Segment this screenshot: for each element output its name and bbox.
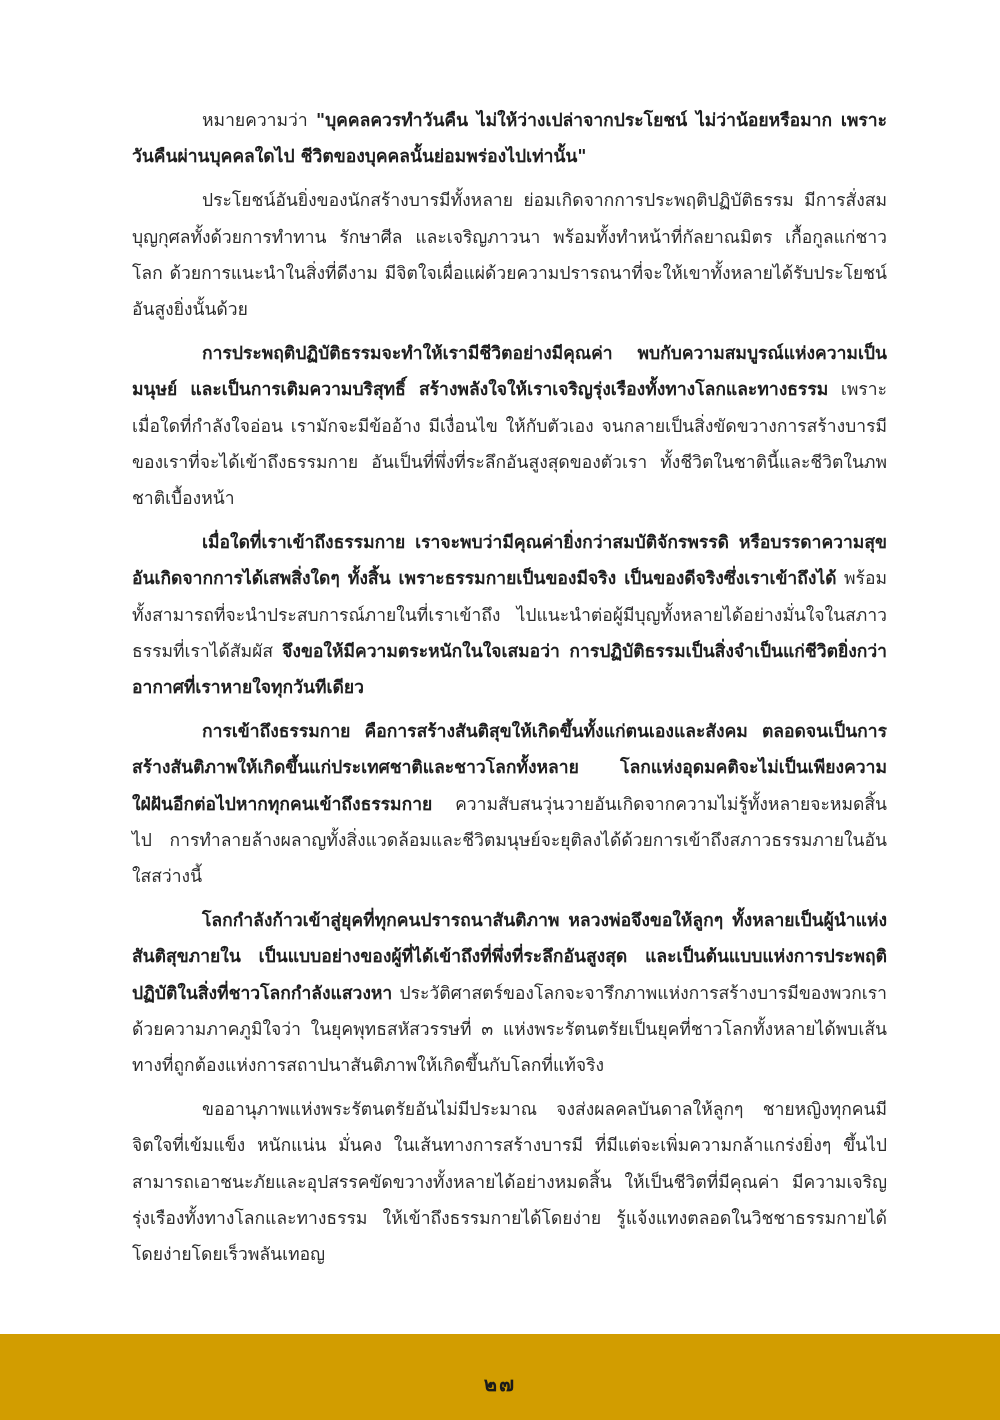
- paragraph-5-lead: การเข้าถึงธรรมกาย คือการสร้างสันติสุขให้เกิดขึ้นทั้งแก่ตนเองและสังคม ตลอดจนเป็นการสร้างสันติภาพให้เกิดขึ้นแก่ประเทศชาติและชาวโลกทั้งหลาย โลกแห่งอุดมคติจะไม่เป็นเพียงความใฝ่ฝันอีกต่อไปหากทุกคนเข้าถึงธรรมกาย: [132, 722, 887, 815]
- paragraph-2: [132, 183, 887, 328]
- paragraph-3-lead: การประพฤติปฏิบัติธรรมจะทำให้เรามีชีวิตอย่างมีคุณค่า พบกับความสมบูรณ์แห่งความเป็นมนุษย์ และเป็นการเติมความบริสุทธิ์ สร้างพลังใจให้เราเจริญรุ่งเรืองทั้งทางโลกและทางธรรม: [132, 344, 887, 401]
- footer-band: [0, 1334, 1000, 1420]
- paragraph-5: [132, 714, 887, 895]
- paragraph-1: [132, 103, 887, 175]
- page-body: [132, 103, 887, 1281]
- paragraph-1-quote: "บุคคลควรทำวันคืน ไม่ให้ว่างเปล่าจากประโยชน์ ไม่ว่าน้อยหรือมาก เพราะวันคืนผ่านบุคคลใดไป ชีวิตของบุคคลนั้นย่อมพร่องไปเท่านั้น": [132, 111, 887, 168]
- paragraph-5-text: ความสับสนวุ่นวายอันเกิดจากความไม่รู้ทั้งหลายจะหมดสิ้นไป การทำลายล้างผลาญทั้งสิ่งแวดล้อมและชีวิตมนุษย์จะยุติลงได้ด้วยการเข้าถึงสภาวธรรมภายในอันใสสว่างนี้: [132, 794, 887, 888]
- paragraph-1-intro: หมายความว่า: [202, 111, 316, 131]
- paragraph-4-lead: เมื่อใดที่เราเข้าถึงธรรมกาย เราจะพบว่ามีคุณค่ายิ่งกว่าสมบัติจักรพรรดิ หรือบรรดาความสุขอันเกิดจากการได้เสพสิ่งใดๆ ทั้งสิ้น เพราะธรรมกายเป็นของมีจริง เป็นของดีจริงซึ่งเราเข้าถึงได้: [132, 533, 887, 590]
- paragraph-6-lead: โลกกำลังก้าวเข้าสู่ยุคที่ทุกคนปรารถนาสันติภาพ หลวงพ่อจึงขอให้ลูกๆ ทั้งหลายเป็นผู้นำแห่งสันติสุขภายใน เป็นแบบอย่างของผู้ที่ได้เข้าถึงที่พึ่งที่ระลึกอันสูงสุด และเป็นต้นแบบแห่งการประพฤติปฏิบัติในสิ่งที่ชาวโลกกำลังแสวงหา: [132, 911, 887, 1004]
- paragraph-7-text: ขออานุภาพแห่งพระรัตนตรัยอันไม่มีประมาณ จงส่งผลคลบันดาลให้ลูกๆ ชายหญิงทุกคนมีจิตใจที่เข้มแข็ง หนักแน่น มั่นคง ในเส้นทางการสร้างบารมี ที่มีแต่จะเพิ่มความกล้าแกร่งยิ่งๆ ขึ้นไป สามารถเอาชนะภัยและอุปสรรคขัดขวางทั้งหลายได้อย่างหมดสิ้น ให้เป็นชีวิตที่มีคุณค่า มีความเจริญรุ่งเรืองทั้งทางโลกและทางธรรม ให้เข้าถึงธรรมกายได้โดยง่าย รู้แจ้งแทงตลอดในวิชชาธรรมกายได้โดยง่ายโดยเร็วพลันเทอญ: [132, 1100, 887, 1266]
- paragraph-6: [132, 903, 887, 1084]
- paragraph-7: [132, 1092, 887, 1273]
- page-number: ๒๗: [483, 1372, 517, 1396]
- paragraph-4: [132, 525, 887, 706]
- paragraph-4-text: พร้อมทั้งสามารถที่จะนำประสบการณ์ภายในที่เราเข้าถึง ไปแนะนำต่อผู้มีบุญทั้งหลายได้อย่างมั่นใจในสภาวธรรมที่เราได้สัมผัส: [132, 569, 888, 662]
- paragraph-6-text: ประวัติศาสตร์ของโลกจะจารึกภาพแห่งการสร้างบารมีของพวกเราด้วยความภาคภูมิใจว่า ในยุคพุทธสหัสวรรษที่ ๓ แห่งพระรัตนตรัยเป็นยุคที่ชาวโลกทั้งหลายได้พบเส้นทางที่ถูกต้องแห่งการสถาปนาสันติภาพให้เกิดขึ้นกับโลกที่แท้จริง: [132, 983, 887, 1077]
- paragraph-4-closing: จึงขอให้มีความตระหนักในใจเสมอว่า การปฏิบัติธรรมเป็นสิ่งจำเป็นแก่ชีวิตยิ่งกว่าอากาศที่เราหายใจทุกวันทีเดียว: [132, 641, 888, 699]
- paragraph-3-text: เพราะเมื่อใดที่กำลังใจอ่อน เรามักจะมีข้ออ้าง มีเงื่อนไข ให้กับตัวเอง จนกลายเป็นสิ่งขัดขวางการสร้างบารมีของเราที่จะได้เข้าถึงธรรมกาย อันเป็นที่พึ่งที่ระลึกอันสูงสุดของตัวเรา ทั้งชีวิตในชาตินี้และชีวิตในภพชาติเบื้องหน้า: [132, 380, 887, 510]
- paragraph-2-text: ประโยชน์อันยิ่งของนักสร้างบารมีทั้งหลาย ย่อมเกิดจากการประพฤติปฏิบัติธรรม มีการสั่งสมบุญกุศลทั้งด้วยการทำทาน รักษาศีล และเจริญภาวนา พร้อมทั้งทำหน้าที่กัลยาณมิตร เกื้อกูลแก่ชาวโลก ด้วยการแนะนำในสิ่งที่ดีงาม มีจิตใจเผื่อแผ่ด้วยความปรารถนาที่จะให้เขาทั้งหลายได้รับประโยชน์อันสูงยิ่งนั้นด้วย: [132, 191, 887, 321]
- paragraph-3: [132, 336, 887, 517]
